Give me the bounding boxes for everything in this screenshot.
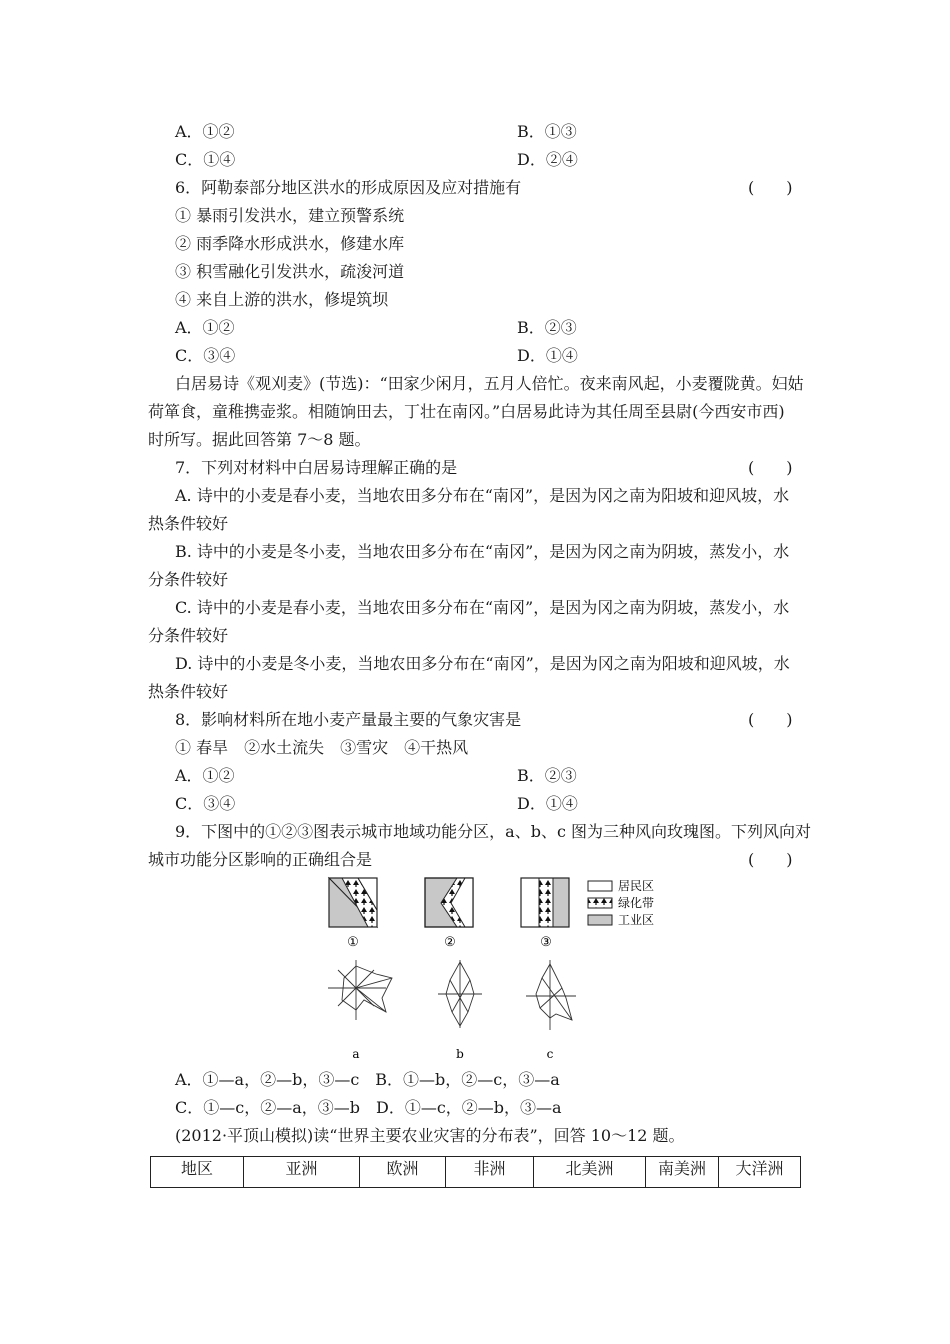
header-oceania: 大洋洲 — [719, 1157, 801, 1188]
q6-option-a: A．①② — [175, 318, 235, 337]
q8-option-c: C．③④ — [175, 794, 236, 813]
q7-answer-paren: ( ) — [748, 458, 793, 477]
header-europe: 欧洲 — [360, 1157, 446, 1188]
q7-option-a-line-1: A. 诗中的小麦是春小麦，当地农田多分布在“南冈”，是因为冈之南为阳坡和迎风坡，水 — [175, 486, 790, 505]
q7-option-d-line-2: 热条件较好 — [148, 682, 229, 701]
zone-map-3 — [521, 878, 569, 927]
passage-line-3: 时所写。据此回答第 7～8 题。 — [148, 430, 371, 449]
header-africa: 非洲 — [446, 1157, 534, 1188]
q8-items: ① 春旱 ②水土流失 ③雪灾 ④干热风 — [175, 738, 469, 757]
q6-stem: 6．阿勒泰部分地区洪水的形成原因及应对措施有 — [175, 178, 522, 197]
q5-option-a: A．①② — [175, 122, 235, 141]
q8-option-a: A．①② — [175, 766, 235, 785]
q7-option-b-line-1: B. 诗中的小麦是冬小麦，当地农田多分布在“南冈”，是因为冈之南为阴坡，蒸发小，水 — [175, 542, 790, 561]
q9-options-cd: C．①—c，②—a，③—b D．①—c，②—b，③—a — [175, 1098, 562, 1117]
q8-answer-paren: ( ) — [748, 710, 793, 729]
q7-option-c-line-1: C. 诗中的小麦是春小麦，当地农田多分布在“南冈”，是因为冈之南为阴坡，蒸发小，水 — [175, 598, 790, 617]
q9-options-ab: A．①—a，②—b，③—c B．①—b，②—c，③—a — [175, 1070, 560, 1089]
legend-industrial: 工业区 — [618, 913, 655, 927]
q6-item-4: ④ 来自上游的洪水，修堤筑坝 — [175, 290, 389, 309]
rose-label-b: b — [456, 1047, 464, 1061]
zone-label-3: ③ — [540, 935, 552, 950]
legend-residential: 居民区 — [618, 879, 655, 893]
passage-line-2: 荷箪食，童稚携壶浆。相随饷田去，丁壮在南冈。”白居易此诗为其任周至县尉(今西安市西) — [148, 402, 785, 421]
wind-rose-c — [526, 960, 576, 1030]
q6-option-d: D．①④ — [517, 346, 578, 365]
rose-label-a: a — [352, 1047, 360, 1061]
wind-rose-a — [328, 960, 392, 1020]
q8-option-d: D．①④ — [517, 794, 578, 813]
zone-label-2: ② — [444, 935, 456, 950]
q5-option-d: D．②④ — [517, 150, 578, 169]
zone-map-2 — [425, 878, 473, 927]
q6-option-c: C．③④ — [175, 346, 236, 365]
q7-stem: 7．下列对材料中白居易诗理解正确的是 — [175, 458, 458, 477]
table-header-row — [151, 1157, 801, 1188]
urban-zoning-wind-rose-figure — [320, 870, 680, 1070]
q7-option-b-line-2: 分条件较好 — [148, 570, 229, 589]
legend — [588, 879, 654, 927]
q6-item-3: ③ 积雪融化引发洪水，疏浚河道 — [175, 262, 405, 281]
rose-label-c: c — [546, 1047, 554, 1061]
q6-item-1: ① 暴雨引发洪水，建立预警系统 — [175, 206, 405, 225]
q7-option-d-line-1: D. 诗中的小麦是冬小麦，当地农田多分布在“南冈”，是因为冈之南为阳坡和迎风坡，水 — [175, 654, 790, 673]
header-south-america: 南美洲 — [646, 1157, 719, 1188]
q6-item-2: ② 雨季降水形成洪水，修建水库 — [175, 234, 405, 253]
header-asia: 亚洲 — [244, 1157, 360, 1188]
q8-option-b: B．②③ — [517, 766, 577, 785]
zone-map-1 — [329, 878, 377, 927]
q6-option-b: B．②③ — [517, 318, 577, 337]
header-region: 地区 — [151, 1157, 244, 1188]
wind-rose-b — [438, 960, 482, 1028]
q6-answer-paren: ( ) — [748, 178, 793, 197]
legend-greenbelt: 绿化带 — [618, 896, 655, 910]
q5-option-b: B．①③ — [517, 122, 577, 141]
q9-stem-line-1: 9．下图中的①②③图表示城市地域功能分区，a、b、c 图为三种风向玫瑰图。下列风向对 — [175, 822, 812, 841]
q7-option-c-line-2: 分条件较好 — [148, 626, 229, 645]
table-intro: (2012·平顶山模拟)读“世界主要农业灾害的分布表”，回答 10～12 题。 — [175, 1126, 685, 1145]
passage-line-1: 白居易诗《观刈麦》(节选)：“田家少闲月，五月人倍忙。夜来南风起，小麦覆陇黄。妇姑 — [175, 374, 804, 393]
q9-answer-paren: ( ) — [748, 850, 793, 869]
q5-option-c: C．①④ — [175, 150, 236, 169]
q8-stem: 8．影响材料所在地小麦产量最主要的气象灾害是 — [175, 710, 522, 729]
zone-label-1: ① — [347, 935, 359, 950]
q7-option-a-line-2: 热条件较好 — [148, 514, 229, 533]
header-north-america: 北美洲 — [534, 1157, 646, 1188]
q9-stem-line-2: 城市功能分区影响的正确组合是 — [148, 850, 373, 869]
disaster-distribution-table — [150, 1156, 801, 1188]
